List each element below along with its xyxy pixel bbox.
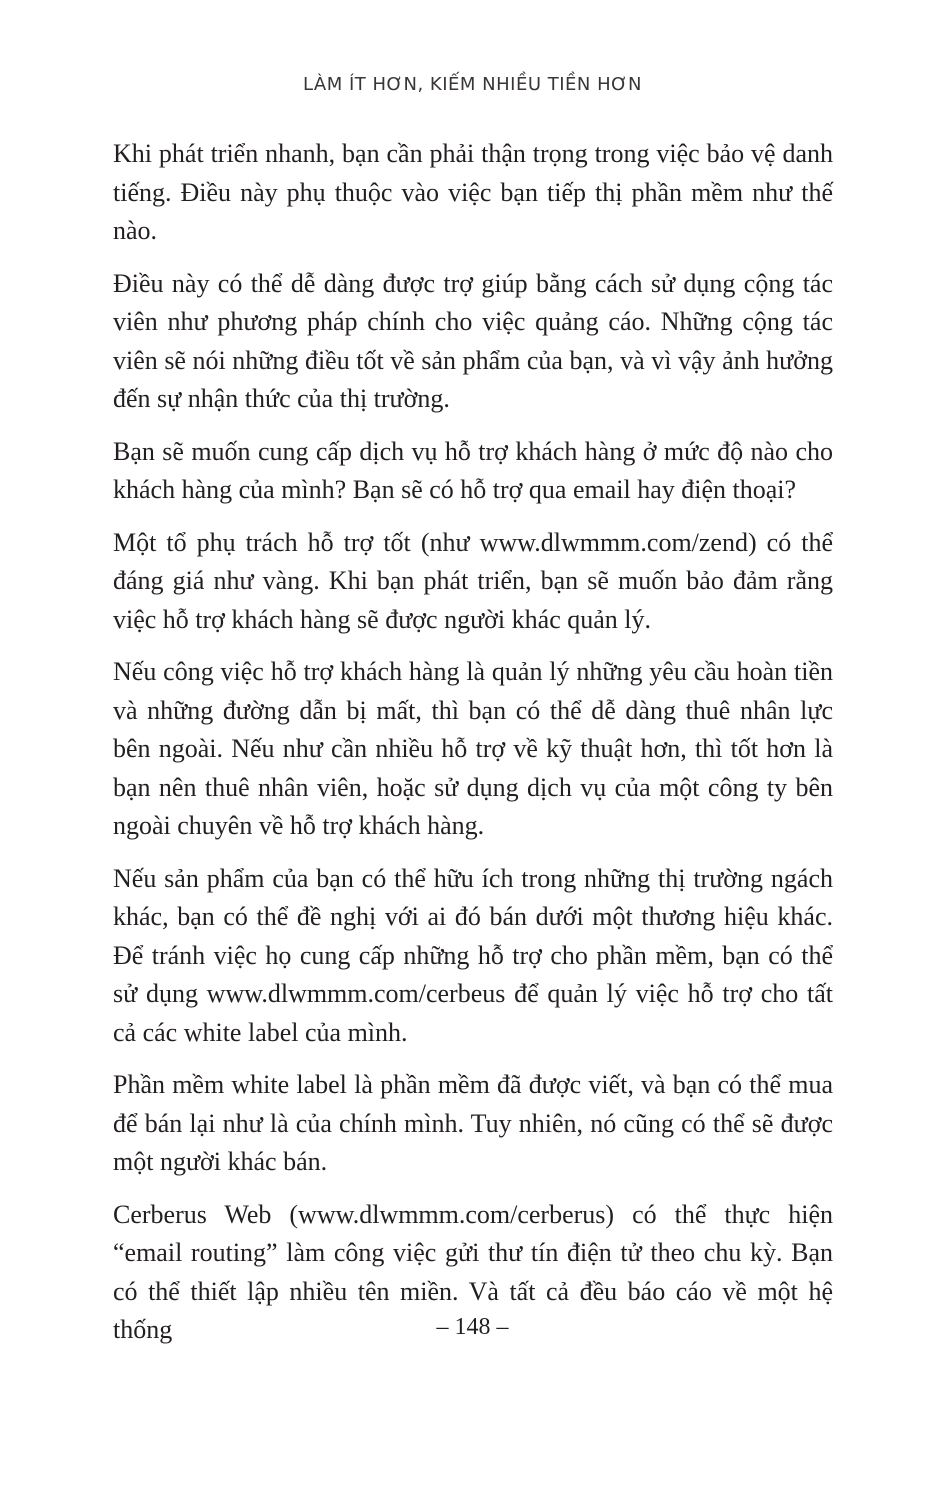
paragraph-5: Nếu công việc hỗ trợ khách hàng là quản lý những yêu cầu hoàn tiền và những đường dẫn bị mất, thì bạn có thể dễ dàng thuê nhân lực bên ngoài. Nếu như cần nhiều hỗ trợ về kỹ thuật hơn, thì tốt hơn là bạn nên thuê nhân viên, hoặc sử dụng dịch vụ của một công ty bên ngoài chuyên về hỗ trợ khách hàng. [113,657,833,840]
paragraph-2: Điều này có thể dễ dàng được trợ giúp bằng cách sử dụng cộng tác viên như phương pháp chính cho việc quảng cáo. Những cộng tác viên sẽ nói những điều tốt về sản phẩm của bạn, và vì vậy ảnh hưởng đến sự nhận thức của thị trường. [113,268,833,413]
running-header: LÀM ÍT HƠN, KIẾM NHIỀU TIỀN HƠN [302,74,643,95]
paragraph-6: Nếu sản phẩm của bạn có thể hữu ích trong những thị trường ngách khác, bạn có thể đề nghị với ai đó bán dưới một thương hiệu khác. Để tránh việc họ cung cấp những hỗ trợ cho phần mềm, bạn có thể sử dụng www.dlwmmm.com/cerbeus để quản lý việc hỗ trợ cho tất cả các white label của mình. [113,863,833,1047]
paragraph-4: Một tổ phụ trách hỗ trợ tốt (như www.dlwmmm.com/zend) có thể đáng giá như vàng. Khi bạn phát triển, bạn sẽ muốn bảo đảm rằng việc hỗ trợ khách hàng sẽ được người khác quản lý. [113,527,833,634]
paragraph-1: Khi phát triển nhanh, bạn cần phải thận trọng trong việc bảo vệ danh tiếng. Điều này phụ thuộc vào việc bạn tiếp thị phần mềm như thế nào. [113,139,833,245]
body-text [113,135,833,1364]
paragraph-8: Cerberus Web (www.dlwmmm.com/cerberus) có thể thực hiện “email routing” làm công việc gửi thư tín điện tử theo chu kỳ. Bạn có thể thiết lập nhiều tên miền. Và tất cả đều báo cáo về một hệ thống [113,1199,833,1344]
paragraph-3: Bạn sẽ muốn cung cấp dịch vụ hỗ trợ khách hàng ở mức độ nào cho khách hàng của mình? Bạn sẽ có hỗ trợ qua email hay điện thoại? [113,436,833,504]
page-number: – 148 – [436,1314,509,1340]
paragraph-7: Phần mềm white label là phần mềm đã được viết, và bạn có thể mua để bán lại như là của chính mình. Tuy nhiên, nó cũng có thể sẽ được một người khác bán. [113,1070,833,1176]
